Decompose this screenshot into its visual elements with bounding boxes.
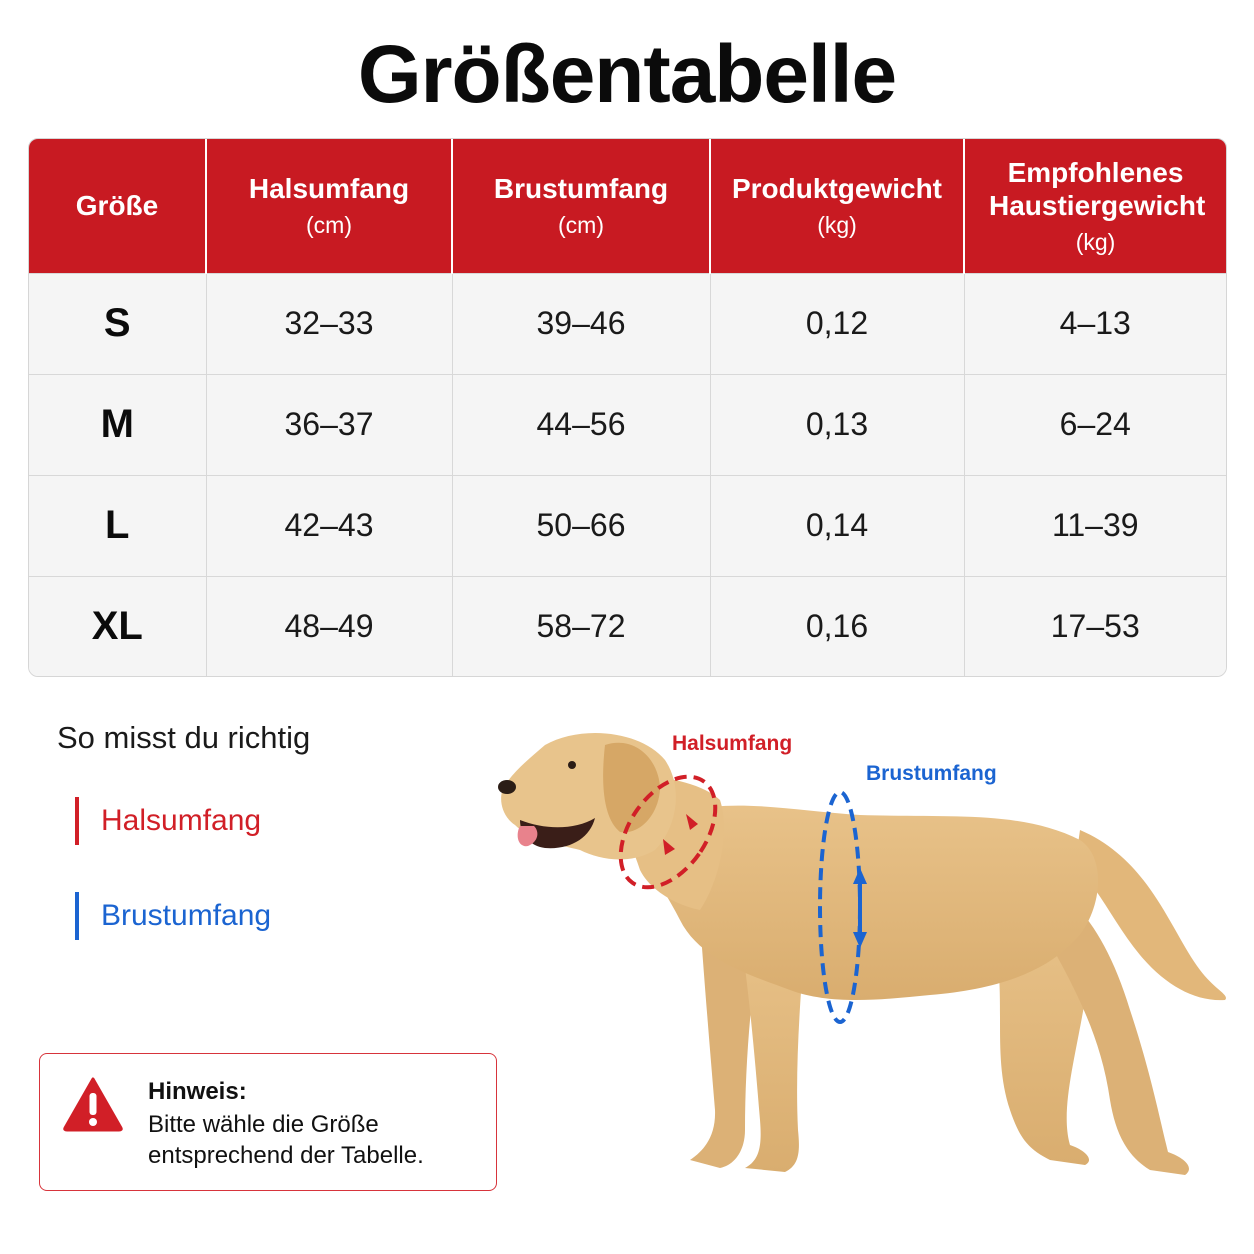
cell-product-weight: 0,12 [710,274,964,375]
header-product-weight: Produktgewicht (kg) [710,139,964,274]
cell-pet-weight: 6–24 [964,374,1226,475]
header-neck: Halsumfang (cm) [206,139,452,274]
header-size: Größe [29,139,206,274]
cell-neck: 36–37 [206,374,452,475]
dog-illustration [490,720,1240,1210]
diagram-label-chest: Brustumfang [866,762,997,785]
note-heading: Hinweis: [148,1078,247,1105]
cell-size: S [29,274,206,375]
cell-product-weight: 0,13 [710,374,964,475]
table-row [29,475,1226,576]
how-to-measure-title: So misst du richtig [57,720,311,755]
table-header-row [29,139,1226,274]
cell-product-weight: 0,14 [710,475,964,576]
cell-chest: 39–46 [452,274,710,375]
size-table [28,138,1227,677]
cell-neck: 32–33 [206,274,452,375]
legend-label-neck: Halsumfang [101,804,262,837]
legend-item-chest [75,892,271,940]
cell-size: XL [29,576,206,676]
cell-pet-weight: 11–39 [964,475,1226,576]
warning-icon [62,1076,124,1132]
cell-chest: 50–66 [452,475,710,576]
diagram-label-neck: Halsumfang [672,732,793,755]
note-box [39,1053,497,1191]
cell-chest: 58–72 [452,576,710,676]
dog-nose [498,780,516,794]
note-line: entsprechend der Tabelle. [148,1142,424,1169]
table-row [29,274,1226,375]
header-chest: Brustumfang (cm) [452,139,710,274]
legend-label-chest: Brustumfang [101,899,272,932]
cell-pet-weight: 4–13 [964,274,1226,375]
table-row [29,374,1226,475]
cell-product-weight: 0,16 [710,576,964,676]
table-row [29,576,1226,676]
cell-size: M [29,374,206,475]
page-title: Größentabelle [357,29,897,120]
cell-size: L [29,475,206,576]
note-text [148,1109,488,1171]
cell-neck: 48–49 [206,576,452,676]
dog-eye [568,761,576,769]
note-line: Bitte wähle die Größe [148,1111,379,1138]
legend-item-neck [75,797,261,845]
legend-bar-blue [75,892,79,940]
cell-neck: 42–43 [206,475,452,576]
size-chart-table [29,139,1226,676]
legend-bar-red [75,797,79,845]
cell-pet-weight: 17–53 [964,576,1226,676]
cell-chest: 44–56 [452,374,710,475]
header-pet-weight: Empfohlenes Haustiergewicht (kg) [964,139,1226,274]
